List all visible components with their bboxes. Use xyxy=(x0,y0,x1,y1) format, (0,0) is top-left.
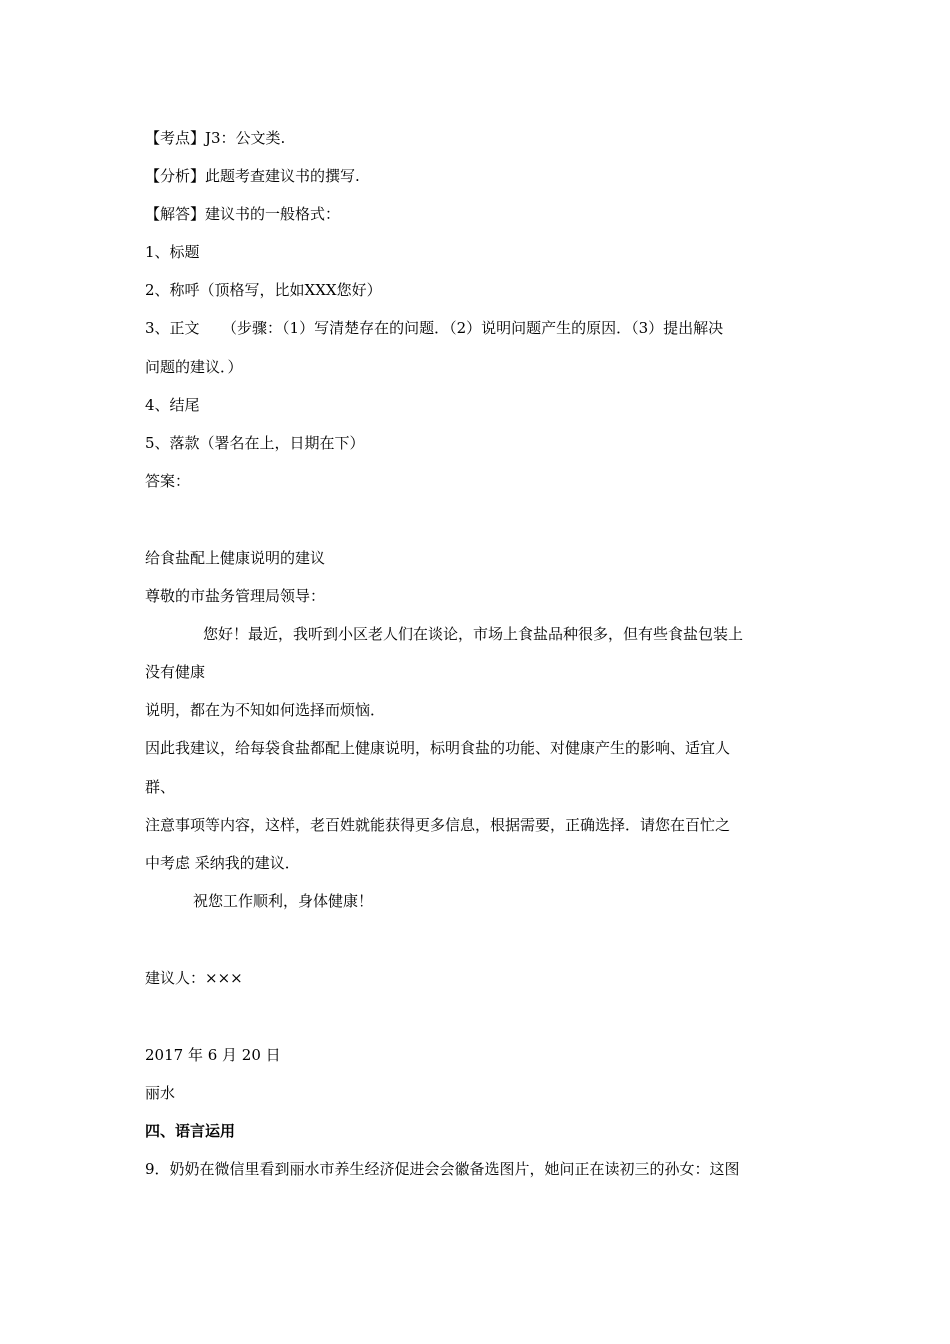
kaodian-line: 【考点】J3：公文类. xyxy=(145,129,286,147)
format-step-3-continued: 问题的建议．） xyxy=(145,358,243,376)
letter-salutation: 尊敬的市盐务管理局领导： xyxy=(145,587,326,605)
jieda-line: 【解答】建议书的一般格式： xyxy=(145,205,341,223)
letter-body-line: 没有健康 xyxy=(145,663,206,681)
letter-body-line: 因此我建议，给每袋食盐都配上健康说明，标明食盐的功能、对健康产生的影响、适宜人 xyxy=(145,739,731,757)
letter-body-line: 群、 xyxy=(145,778,176,796)
answer-label: 答案： xyxy=(145,472,191,490)
letter-signature: 建议人：××× xyxy=(145,969,243,987)
letter-date: 2017 年 6 月 20 日 xyxy=(145,1046,281,1064)
format-step-4: 4、结尾 xyxy=(145,396,200,414)
letter-closing: 祝您工作顺利，身体健康！ xyxy=(193,892,374,910)
letter-body-line: 您好！最近，我听到小区老人们在谈论，市场上食盐品种很多，但有些食盐包装上 xyxy=(203,625,744,643)
letter-title: 给食盐配上健康说明的建议 xyxy=(145,549,326,567)
fenxi-line: 【分析】此题考查建议书的撰写. xyxy=(145,167,360,185)
section-heading: 四、语言运用 xyxy=(145,1122,236,1140)
letter-body-line: 中考虑 采纳我的建议． xyxy=(145,854,300,872)
letter-body-line: 说明，都在为不知如何选择而烦恼． xyxy=(145,701,386,719)
letter-place: 丽水 xyxy=(145,1084,176,1102)
format-step-5: 5、落款（署名在上，日期在下） xyxy=(145,434,365,452)
question-9: 9．奶奶在微信里看到丽水市养生经济促进会会徽备选图片，她问正在读初三的孙女：这图 xyxy=(145,1160,740,1178)
format-step-2: 2、称呼（顶格写，比如XXX您好） xyxy=(145,281,382,299)
format-step-1: 1、标题 xyxy=(145,243,200,261)
format-step-3: 3、正文 （步骤：（1）写清楚存在的问题．（2）说明问题产生的原因．（3）提出解决 xyxy=(145,319,724,337)
letter-body-line: 注意事项等内容，这样，老百姓就能获得更多信息，根据需要，正确选择．请您在百忙之 xyxy=(145,816,731,834)
